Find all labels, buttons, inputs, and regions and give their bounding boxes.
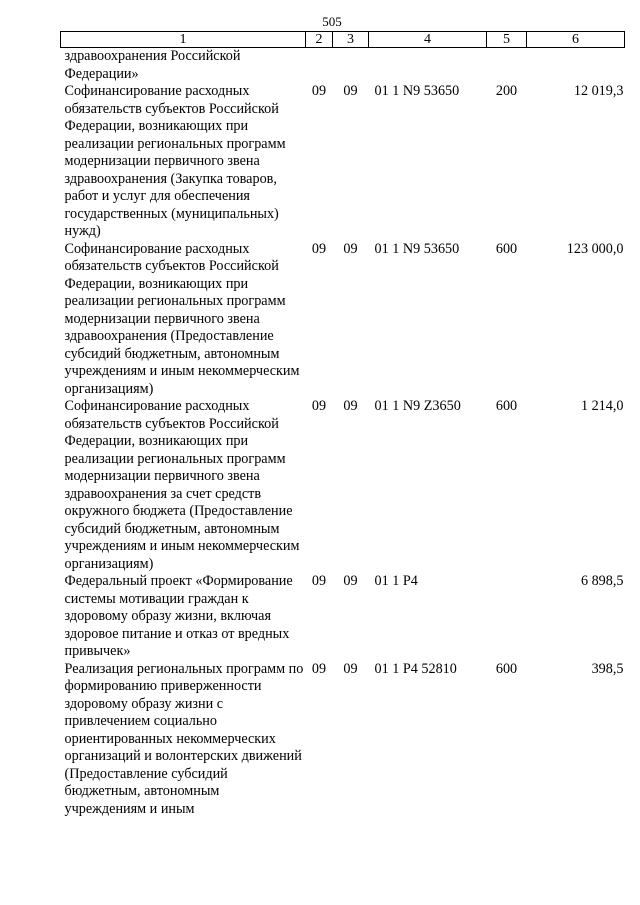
row-subsection: [333, 48, 369, 84]
header-col-amount: 6: [527, 32, 625, 48]
row-target-code: 01 1 P4: [374, 573, 418, 589]
row-expense-type: [487, 573, 527, 661]
row-target-code: 01 1 N9 53650: [374, 240, 460, 257]
header-col-expense-type: 5: [487, 32, 527, 48]
row-section: 09: [311, 573, 327, 589]
row-section: 09: [311, 398, 327, 414]
row-expense-type: 600: [495, 660, 518, 677]
table-row: [61, 241, 625, 399]
table-body: [61, 48, 625, 819]
row-target-code: [369, 48, 487, 84]
budget-table: [60, 31, 625, 818]
row-subsection: 09: [343, 398, 358, 414]
row-name: Софинансирование расходных обязательств субъектов Российской Федерации, возникающих при реализации региональных программ модернизации первичного звена здравоохранения (Предоставление субсидий бюджетным, автономным учреждениям и иным некоммерческим организациям): [64, 240, 300, 397]
row-expense-type: 600: [495, 240, 518, 257]
header-col-target: 4: [369, 32, 487, 48]
row-expense-type: 200: [495, 83, 518, 99]
table-row: [61, 48, 625, 84]
row-target-code: 01 1 N9 Z3650: [374, 398, 461, 414]
row-name: Софинансирование расходных обязательств субъектов Российской Федерации, возникающих при реализации региональных программ модернизации первичного звена здравоохранения за счет средств окружного бюджета (Предоставление субсидий бюджетным, автономным учреждениям и иным некоммерческим организациям): [64, 398, 300, 572]
row-section: 09: [311, 660, 327, 677]
row-amount: [527, 48, 625, 84]
page-number: 505: [322, 14, 342, 29]
table-row: [61, 83, 625, 241]
header-row: [61, 32, 625, 48]
table-row: [61, 398, 625, 573]
row-amount: 12 019,3: [573, 83, 624, 99]
row-expense-type: [487, 48, 527, 84]
row-section: 09: [311, 240, 327, 257]
table-header: [61, 32, 625, 48]
header-col-subsection: 3: [333, 32, 369, 48]
row-name: здравоохранения Российской Федерации»: [64, 48, 241, 82]
row-name: Федеральный проект «Формирование системы мотивации граждан к здоровому образу жизни, включая здоровое питание и отказ от вредных привычек»: [64, 573, 293, 659]
row-section: 09: [311, 83, 327, 99]
row-amount: 6 898,5: [580, 573, 624, 589]
row-expense-type: 600: [495, 398, 518, 414]
row-subsection: 09: [343, 660, 358, 677]
row-subsection: 09: [343, 83, 358, 99]
row-subsection: 09: [343, 573, 358, 589]
header-col-section: 2: [306, 32, 333, 48]
table-row: [61, 661, 625, 819]
row-amount: 1 214,0: [580, 398, 624, 414]
header-col-name: 1: [61, 32, 306, 48]
row-target-code: 01 1 N9 53650: [374, 83, 460, 99]
table-row: [61, 573, 625, 661]
row-name: Реализация региональных программ по формированию приверженности здоровому образу жизни с привлечением социально ориентированных некоммерческих организаций и волонтерских движений (Предоставление субсидий бюджетным, автономным учреждениям и иным: [64, 660, 304, 817]
row-section: [306, 48, 333, 84]
row-subsection: 09: [343, 240, 358, 257]
row-amount: 123 000,0: [566, 240, 624, 257]
row-target-code: 01 1 P4 52810: [374, 660, 457, 677]
row-amount: 398,5: [591, 660, 624, 677]
row-name: Софинансирование расходных обязательств субъектов Российской Федерации, возникающих при реализации региональных программ модернизации первичного звена здравоохранения (Закупка товаров, работ и услуг для обеспечения государственных (муниципальных) нужд): [64, 83, 286, 239]
